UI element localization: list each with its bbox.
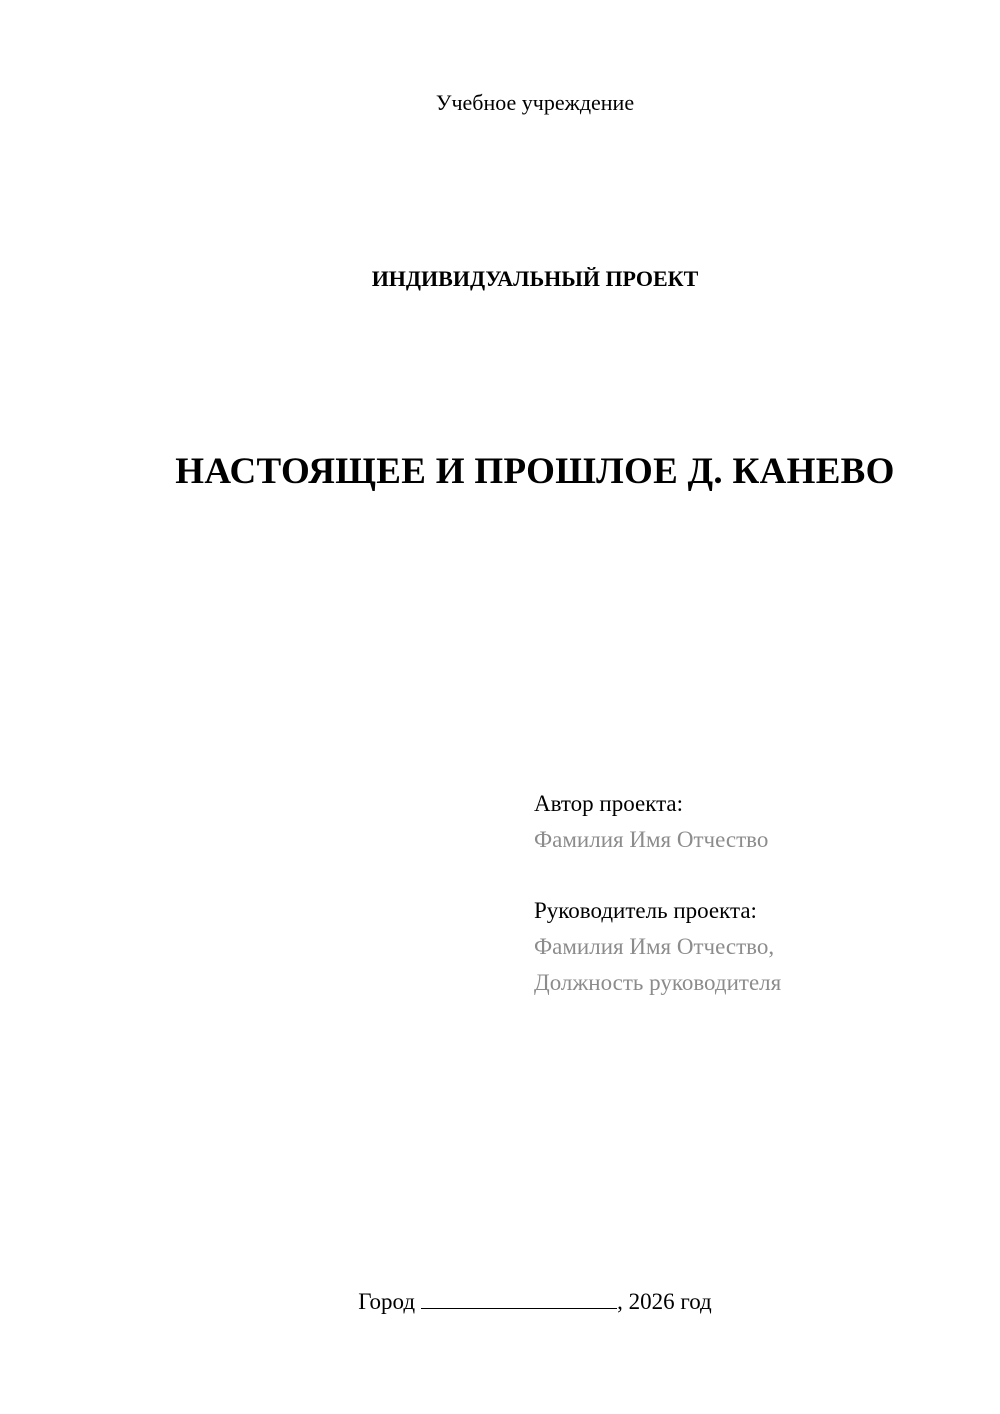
supervisor-position: Должность руководителя — [534, 970, 782, 995]
author-block — [534, 786, 974, 858]
city-blank-line — [421, 1288, 617, 1309]
institution-name: Учебное учреждение — [435, 90, 635, 115]
footer-city-year — [75, 1288, 995, 1315]
project-title: НАСТОЯЩЕЕ И ПРОШЛОЕ Д. КАНЕВО — [175, 451, 895, 492]
supervisor-label: Руководитель проекта: — [534, 898, 757, 923]
supervisor-block — [534, 893, 974, 1001]
author-name: Фамилия Имя Отчество — [534, 827, 769, 852]
supervisor-name: Фамилия Имя Отчество, — [534, 934, 775, 959]
author-label: Автор проекта: — [534, 791, 683, 816]
year-text: , 2026 год — [617, 1289, 712, 1314]
city-label: Город — [358, 1289, 416, 1314]
project-type-heading: ИНДИВИДУАЛЬНЫЙ ПРОЕКТ — [371, 266, 699, 291]
